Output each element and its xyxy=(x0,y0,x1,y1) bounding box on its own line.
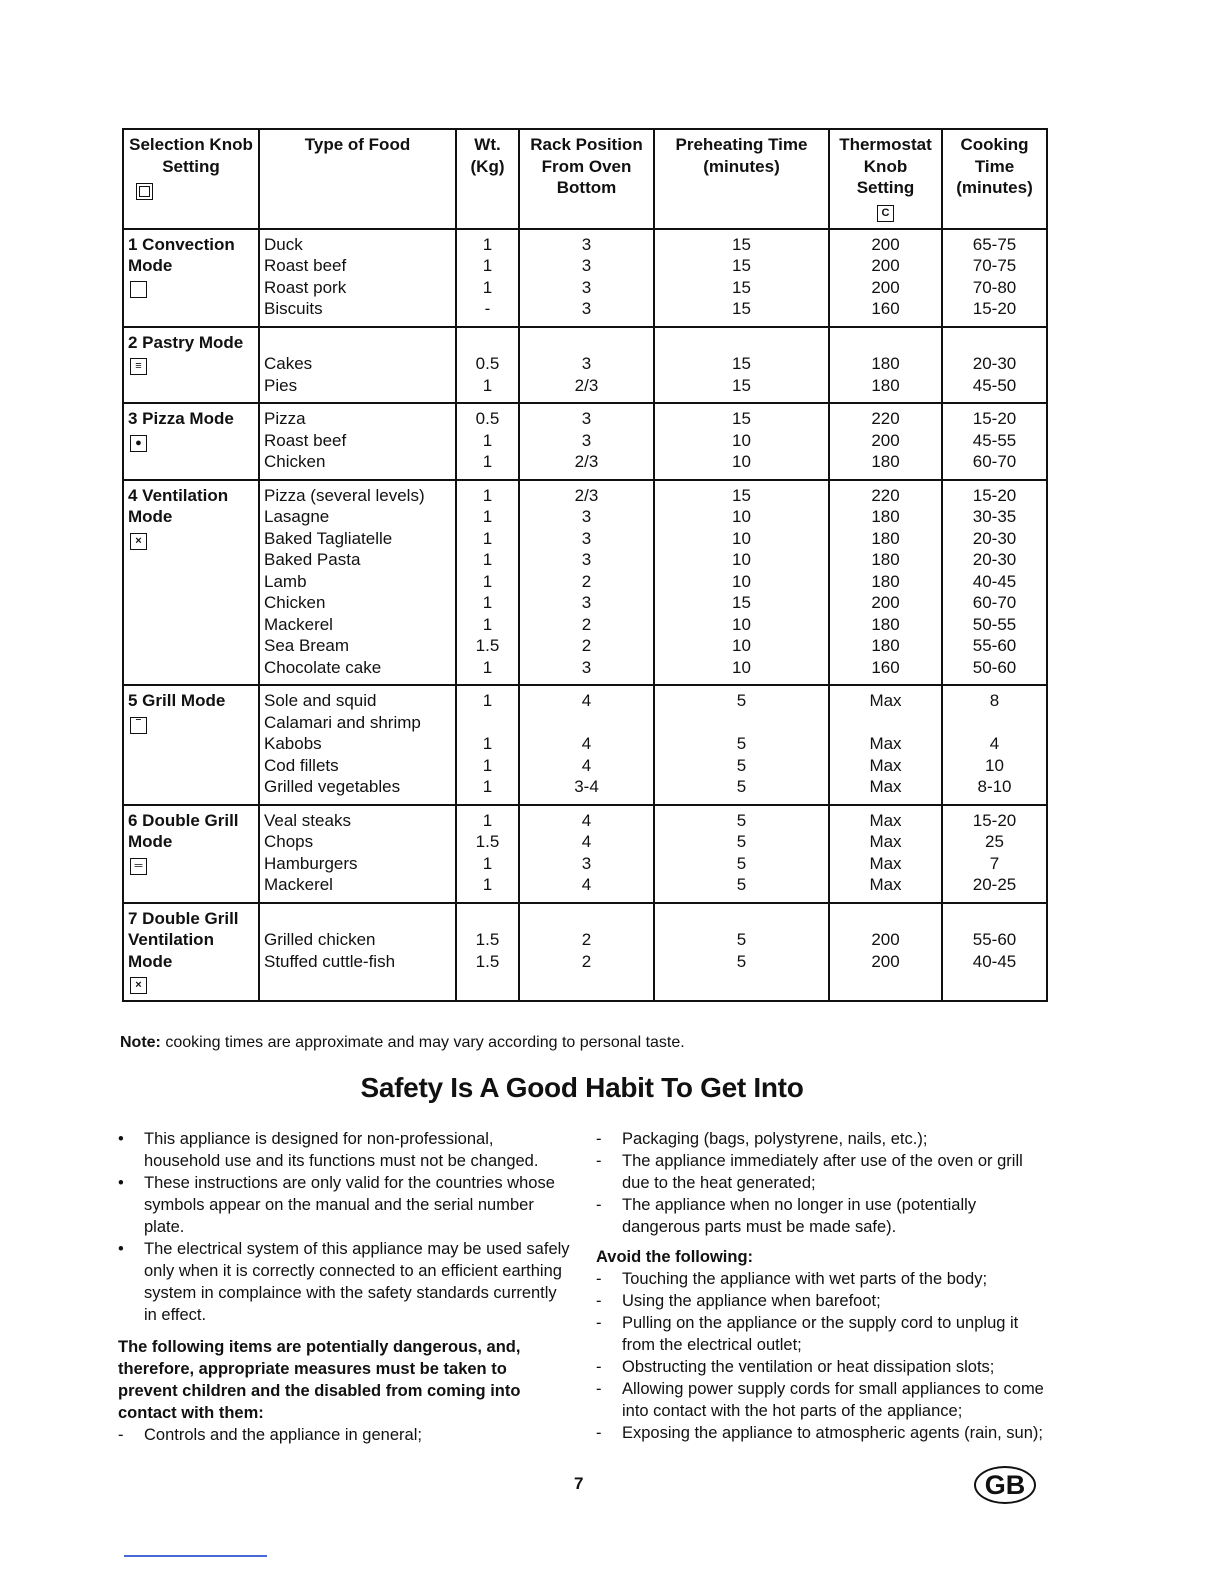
cell-line: Cod fillets xyxy=(264,755,339,775)
cell-line: 5 xyxy=(736,875,747,894)
double-grill-icon: ═ xyxy=(130,858,147,875)
mode-name-line: Ventilation xyxy=(128,930,214,949)
cell-thermo xyxy=(829,403,942,480)
cell-line: 60-70 xyxy=(972,452,1017,471)
table-row xyxy=(123,327,1047,404)
cell-line xyxy=(461,712,514,734)
ventilation-icon: × xyxy=(130,533,147,550)
cell-line: 15 xyxy=(732,234,751,254)
cell-line: 3 xyxy=(581,430,592,450)
cell-time xyxy=(942,805,1047,903)
cell-line: 15 xyxy=(732,299,751,318)
cell-line: 4 xyxy=(581,832,592,851)
cell-line: 25 xyxy=(985,832,1004,851)
header-preheating-time: Preheating Time (minutes) xyxy=(654,129,829,229)
dash-item: - Controls and the appliance in general; xyxy=(118,1426,422,1444)
header-selection-knob: Selection Knob Setting xyxy=(123,129,259,229)
knob-square-icon xyxy=(136,183,153,200)
cell-line: 4 xyxy=(581,875,592,894)
cell-line: 8 xyxy=(989,691,1000,710)
avoid-heading: Avoid the following: xyxy=(596,1248,754,1266)
cell-thermo xyxy=(829,805,942,903)
cell-line: Max xyxy=(869,777,902,796)
note-text: cooking times are approximate and may vary according to personal taste. xyxy=(160,1034,685,1051)
mode-name-line: 4 Ventilation xyxy=(128,485,229,505)
cell-line: 40-45 xyxy=(972,571,1017,591)
cell-line: 15 xyxy=(732,277,751,297)
cell-line: 1 xyxy=(482,430,493,450)
cell-line xyxy=(947,332,1042,354)
cell-line: Max xyxy=(869,755,902,775)
mode-cell xyxy=(123,403,259,480)
cell-line: Baked Tagliatelle xyxy=(264,528,393,548)
cell-line: 20-30 xyxy=(972,354,1017,373)
cell-line: Max xyxy=(869,810,902,830)
cell-line xyxy=(659,332,824,354)
cell-line: 1 xyxy=(482,234,493,254)
cell-line: Pies xyxy=(264,375,298,395)
cell-line xyxy=(524,712,649,734)
cell-line xyxy=(659,908,824,930)
cell-time xyxy=(942,903,1047,1002)
cell-line xyxy=(659,712,824,734)
cell-rack xyxy=(519,229,654,327)
cell-line: 4 xyxy=(581,691,592,710)
cell-line: 1.5 xyxy=(475,951,500,971)
cell-line: 1 xyxy=(482,755,493,775)
cell-line: Calamari and shrimp xyxy=(264,712,421,732)
safety-title: Safety Is A Good Habit To Get Into xyxy=(360,1072,804,1103)
cell-line xyxy=(947,908,1042,930)
cell-line: Veal steaks xyxy=(264,810,351,830)
cell-line: Roast pork xyxy=(264,277,347,297)
mode-cell xyxy=(123,327,259,404)
page-number: 7 xyxy=(574,1474,584,1493)
cell-line: Chicken xyxy=(264,452,326,471)
cell-line: 4 xyxy=(989,734,1000,753)
cell-line: Baked Pasta xyxy=(264,550,361,569)
cell-line: 180 xyxy=(871,507,900,526)
cell-line: 4 xyxy=(581,734,592,753)
cell-line: 20-25 xyxy=(972,875,1017,894)
cell-line: 0.5 xyxy=(475,409,500,428)
cell-line: 65-75 xyxy=(972,234,1017,254)
cell-line: 5 xyxy=(736,832,747,851)
cell-line: Max xyxy=(869,691,902,710)
cell-line: 1 xyxy=(482,853,493,873)
cell-line: 15 xyxy=(732,354,751,373)
cell-line: 180 xyxy=(871,614,900,634)
cell-line: 15 xyxy=(732,593,751,612)
dash-item: - Using the appliance when barefoot; xyxy=(596,1292,881,1310)
cell-line: 1 xyxy=(482,550,493,569)
cell-line: 70-75 xyxy=(972,256,1017,275)
mode-cell xyxy=(123,685,259,805)
cell-wt xyxy=(456,805,519,903)
convection-icon xyxy=(130,281,147,298)
cell-line xyxy=(461,332,514,354)
cell-line: 2 xyxy=(581,636,592,655)
cell-preheat xyxy=(654,903,829,1002)
cell-preheat xyxy=(654,480,829,686)
cell-line xyxy=(524,332,649,354)
cell-time xyxy=(942,403,1047,480)
cell-line: Grilled vegetables xyxy=(264,777,401,796)
cell-line: 1.5 xyxy=(475,636,500,655)
cell-line: 200 xyxy=(871,593,900,612)
pizza-icon: ● xyxy=(130,435,147,452)
cell-line: 1 xyxy=(482,452,493,471)
cell-time xyxy=(942,327,1047,404)
cell-line: 180 xyxy=(871,528,900,548)
cell-line: Roast beef xyxy=(264,430,347,450)
cell-rack xyxy=(519,327,654,404)
cell-line: 1 xyxy=(482,528,493,548)
cell-line: 200 xyxy=(871,930,900,949)
cell-thermo xyxy=(829,229,942,327)
cell-line: Max xyxy=(869,875,902,894)
cell-line: 15 xyxy=(732,485,751,505)
cell-line: 180 xyxy=(871,375,900,395)
cell-wt xyxy=(456,903,519,1002)
cell-line xyxy=(264,332,451,354)
cell-line: Chocolate cake xyxy=(264,657,382,677)
cell-line: Hamburgers xyxy=(264,853,358,873)
cell-line: 4 xyxy=(581,755,592,775)
cell-line: 220 xyxy=(871,409,900,428)
mode-cell xyxy=(123,805,259,903)
cell-line: 5 xyxy=(736,777,747,796)
bullet-item: • These instructions are only valid for the countries whose symbols appear on the manual and the serial number plate. xyxy=(118,1174,555,1236)
cell-line: 10 xyxy=(732,528,751,548)
cell-line: 200 xyxy=(871,951,900,971)
cell-line: 3 xyxy=(581,256,592,275)
cell-line: 15-20 xyxy=(972,299,1017,318)
cell-line: Lasagne xyxy=(264,507,330,526)
cell-line: 180 xyxy=(871,550,900,569)
cell-preheat xyxy=(654,685,829,805)
cell-wt xyxy=(456,327,519,404)
cell-line: 3 xyxy=(581,593,592,612)
cell-line: 10 xyxy=(732,430,751,450)
cell-line: 15 xyxy=(732,375,751,395)
cell-line xyxy=(461,908,514,930)
cell-wt xyxy=(456,229,519,327)
table-row xyxy=(123,480,1047,686)
cell-thermo xyxy=(829,480,942,686)
note xyxy=(120,1034,685,1052)
cell-line: Cakes xyxy=(264,354,313,373)
cell-line: 2 xyxy=(581,571,592,591)
cell-line: 3 xyxy=(581,528,592,548)
cell-line: 2/3 xyxy=(574,375,599,395)
cell-line: 15-20 xyxy=(972,485,1017,505)
cell-line: 220 xyxy=(871,485,900,505)
cell-line: 0.5 xyxy=(475,354,500,373)
cell-line: 160 xyxy=(871,657,900,677)
cell-food xyxy=(259,903,456,1002)
bullet-item: • This appliance is designed for non-professional, household use and its functions must not be changed. xyxy=(118,1130,539,1170)
note-label: Note: xyxy=(120,1034,161,1051)
cell-line: 7 xyxy=(989,853,1000,873)
dash-item: - The appliance immediately after use of the oven or grill due to the heat generated; xyxy=(596,1152,1023,1192)
country-badge: GB xyxy=(974,1466,1036,1504)
cell-line: 200 xyxy=(871,234,900,254)
cell-line xyxy=(947,712,1042,734)
cell-line: 1 xyxy=(482,875,493,894)
cell-line: Mackerel xyxy=(264,875,333,894)
cooking-table xyxy=(122,128,1048,1002)
cell-line: 10 xyxy=(732,452,751,471)
cell-line: 3 xyxy=(581,299,592,318)
cell-line: 15-20 xyxy=(972,810,1017,830)
cell-line: Lamb xyxy=(264,571,307,591)
cell-line: 2 xyxy=(581,951,592,971)
cell-line: 1 xyxy=(482,657,493,677)
cell-preheat xyxy=(654,805,829,903)
cell-line: 180 xyxy=(871,452,900,471)
cell-line: 15 xyxy=(732,256,751,275)
mode-cell xyxy=(123,229,259,327)
cell-line: 200 xyxy=(871,277,900,297)
cell-time xyxy=(942,229,1047,327)
cell-line: 10 xyxy=(732,614,751,634)
cell-wt xyxy=(456,403,519,480)
dash-item: - Allowing power supply cords for small appliances to come into contact with the hot parts of the appliance; xyxy=(596,1380,1044,1420)
grill-icon: ‾ xyxy=(130,717,147,734)
cell-line: 1 xyxy=(482,614,493,634)
cell-line: 1 xyxy=(482,256,493,275)
cell-line: 5 xyxy=(736,755,747,775)
cell-line: 50-60 xyxy=(972,657,1017,677)
mode-name-line: 1 Convection xyxy=(128,234,235,254)
cell-rack xyxy=(519,480,654,686)
cell-food xyxy=(259,327,456,404)
dash-item: - Packaging (bags, polystyrene, nails, etc.); xyxy=(596,1130,928,1148)
mode-name-line: Mode xyxy=(128,507,173,526)
cell-line: 4 xyxy=(581,810,592,830)
cell-line: 200 xyxy=(871,256,900,275)
cell-line: 180 xyxy=(871,354,900,373)
cell-line xyxy=(264,908,451,930)
table-header-row xyxy=(123,129,1047,229)
cell-line: 160 xyxy=(871,299,900,318)
cell-line: 5 xyxy=(736,810,747,830)
header-food-type: Type of Food xyxy=(259,129,456,229)
cell-line: 1 xyxy=(482,777,493,796)
cell-food xyxy=(259,480,456,686)
table-row xyxy=(123,403,1047,480)
cell-preheat xyxy=(654,229,829,327)
dash-item: - Exposing the appliance to atmospheric agents (rain, sun); xyxy=(596,1424,1043,1442)
cell-line: 1 xyxy=(482,810,493,830)
cell-line: 20-30 xyxy=(972,528,1017,548)
cell-line: 5 xyxy=(736,930,747,949)
cell-line: 3 xyxy=(581,234,592,254)
cell-line: Max xyxy=(869,832,902,851)
cell-line: 3 xyxy=(581,550,592,569)
cell-line: 1 xyxy=(482,277,493,297)
cell-time xyxy=(942,685,1047,805)
cell-line: 3 xyxy=(581,657,592,677)
cell-line: 10 xyxy=(732,507,751,526)
pastry-icon: ≡ xyxy=(130,358,147,375)
dash-item: - The appliance when no longer in use (potentially dangerous parts must be made safe). xyxy=(596,1196,977,1236)
mode-name-line: 5 Grill Mode xyxy=(128,691,226,710)
cell-line: 50-55 xyxy=(972,614,1017,634)
mode-name-line: Mode xyxy=(128,832,173,851)
cell-line: 55-60 xyxy=(972,636,1017,655)
cell-line: 1 xyxy=(482,375,493,395)
cell-line xyxy=(834,908,937,930)
cell-line: 1 xyxy=(482,571,493,591)
mode-name-line: 6 Double Grill xyxy=(128,810,239,830)
bullet-item: • The electrical system of this appliance may be used safely only when it is correctly connected to an efficient earthing system in complaince with the safety standards currently in effect. xyxy=(118,1240,570,1324)
cell-line: Chicken xyxy=(264,593,326,612)
mode-name-line: 3 Pizza Mode xyxy=(128,409,234,428)
cell-line: 3-4 xyxy=(574,777,599,796)
cell-line: Grilled chicken xyxy=(264,930,376,949)
double-grill-ventilation-icon: × xyxy=(130,977,147,994)
cell-thermo xyxy=(829,685,942,805)
cell-preheat xyxy=(654,403,829,480)
cell-line xyxy=(834,712,937,734)
cell-line: 1 xyxy=(482,593,493,612)
cell-line: 5 xyxy=(736,951,747,971)
cell-rack xyxy=(519,403,654,480)
cell-rack xyxy=(519,685,654,805)
dangerous-intro: The following items are potentially dangerous, and, therefore, appropriate measures must be taken to prevent children and the disabled from coming into contact with them: xyxy=(118,1338,521,1422)
cell-line: 45-50 xyxy=(972,375,1017,395)
cell-line: Sea Bream xyxy=(264,636,350,655)
footer-divider xyxy=(124,1555,267,1557)
cell-line: 10 xyxy=(985,755,1004,775)
cell-food xyxy=(259,229,456,327)
cell-line: 3 xyxy=(581,507,592,526)
cell-line: 20-30 xyxy=(972,550,1017,569)
cell-line: 30-35 xyxy=(972,507,1017,526)
cell-line: - xyxy=(484,299,491,318)
cell-line: 10 xyxy=(732,636,751,655)
cell-preheat xyxy=(654,327,829,404)
cell-line: 15 xyxy=(732,409,751,428)
cell-line: 2 xyxy=(581,614,592,634)
table-row xyxy=(123,685,1047,805)
mode-name-line: Mode xyxy=(128,256,173,275)
cell-thermo xyxy=(829,903,942,1002)
cell-wt xyxy=(456,685,519,805)
cell-line: 1 xyxy=(482,734,493,753)
cell-line: 2/3 xyxy=(574,485,599,505)
cell-line: 1 xyxy=(482,507,493,526)
thermostat-c-icon: C xyxy=(877,205,894,222)
table-row xyxy=(123,805,1047,903)
cell-line: 8-10 xyxy=(977,777,1012,796)
cell-line: 5 xyxy=(736,734,747,753)
safety-right-column xyxy=(596,1128,1048,1444)
cell-line: Stuffed cuttle-fish xyxy=(264,951,396,971)
cell-line: Pizza (several levels) xyxy=(264,485,425,505)
cell-line: 1 xyxy=(482,691,493,710)
cell-thermo xyxy=(829,327,942,404)
cell-food xyxy=(259,805,456,903)
cell-line: 15-20 xyxy=(972,409,1017,428)
table-row xyxy=(123,903,1047,1002)
mode-cell xyxy=(123,480,259,686)
cell-line: Biscuits xyxy=(264,299,323,318)
cell-line: Kabobs xyxy=(264,734,322,753)
cell-time xyxy=(942,480,1047,686)
cell-wt xyxy=(456,480,519,686)
cell-line: 3 xyxy=(581,277,592,297)
mode-name-line: Mode xyxy=(128,951,173,971)
cell-line: Sole and squid xyxy=(264,691,377,710)
cell-line: 1.5 xyxy=(475,832,500,851)
cell-food xyxy=(259,403,456,480)
mode-name-line: 7 Double Grill xyxy=(128,908,239,928)
header-weight: Wt. (Kg) xyxy=(456,129,519,229)
cell-line: 10 xyxy=(732,657,751,677)
cell-rack xyxy=(519,903,654,1002)
cell-line: 1 xyxy=(482,485,493,505)
cell-line: 10 xyxy=(732,571,751,591)
cell-line: 60-70 xyxy=(972,593,1017,612)
cell-line: 3 xyxy=(581,409,592,428)
cell-line: Mackerel xyxy=(264,614,333,634)
cell-line: 10 xyxy=(732,550,751,569)
cell-line: 5 xyxy=(736,853,747,873)
cell-line: Duck xyxy=(264,234,303,254)
cell-line: 70-80 xyxy=(972,277,1017,297)
cell-line: 2 xyxy=(581,930,592,949)
cell-line: 180 xyxy=(871,636,900,655)
cell-line: 3 xyxy=(581,354,592,373)
cell-line xyxy=(524,908,649,930)
cell-line: 200 xyxy=(871,430,900,450)
dash-item: - Obstructing the ventilation or heat dissipation slots; xyxy=(596,1358,995,1376)
cell-line xyxy=(834,332,937,354)
cell-line: Pizza xyxy=(264,409,306,428)
cell-line: 40-45 xyxy=(972,951,1017,971)
cell-line: 2/3 xyxy=(574,452,599,471)
header-rack-position: Rack Position From Oven Bottom xyxy=(519,129,654,229)
cell-line: Max xyxy=(869,734,902,753)
mode-name-line: 2 Pastry Mode xyxy=(128,332,244,352)
cell-line: Max xyxy=(869,853,902,873)
safety-left-column xyxy=(118,1128,570,1446)
dash-item: - Pulling on the appliance or the supply cord to unplug it from the electrical outlet; xyxy=(596,1314,1019,1354)
cell-food xyxy=(259,685,456,805)
cell-line: 1.5 xyxy=(475,930,500,949)
header-cooking-time: Cooking Time (minutes) xyxy=(942,129,1047,229)
dash-item: - Touching the appliance with wet parts of the body; xyxy=(596,1270,988,1288)
cell-line: 180 xyxy=(871,571,900,591)
cell-line: 55-60 xyxy=(972,930,1017,949)
cell-rack xyxy=(519,805,654,903)
cell-line: Chops xyxy=(264,832,314,851)
cell-line: 5 xyxy=(736,691,747,710)
cell-line: Roast beef xyxy=(264,256,347,275)
cell-line: 45-55 xyxy=(972,430,1017,450)
table-row xyxy=(123,229,1047,327)
mode-cell xyxy=(123,903,259,1002)
cell-line: 3 xyxy=(581,853,592,873)
header-thermostat: Thermostat Knob Setting C xyxy=(829,129,942,229)
